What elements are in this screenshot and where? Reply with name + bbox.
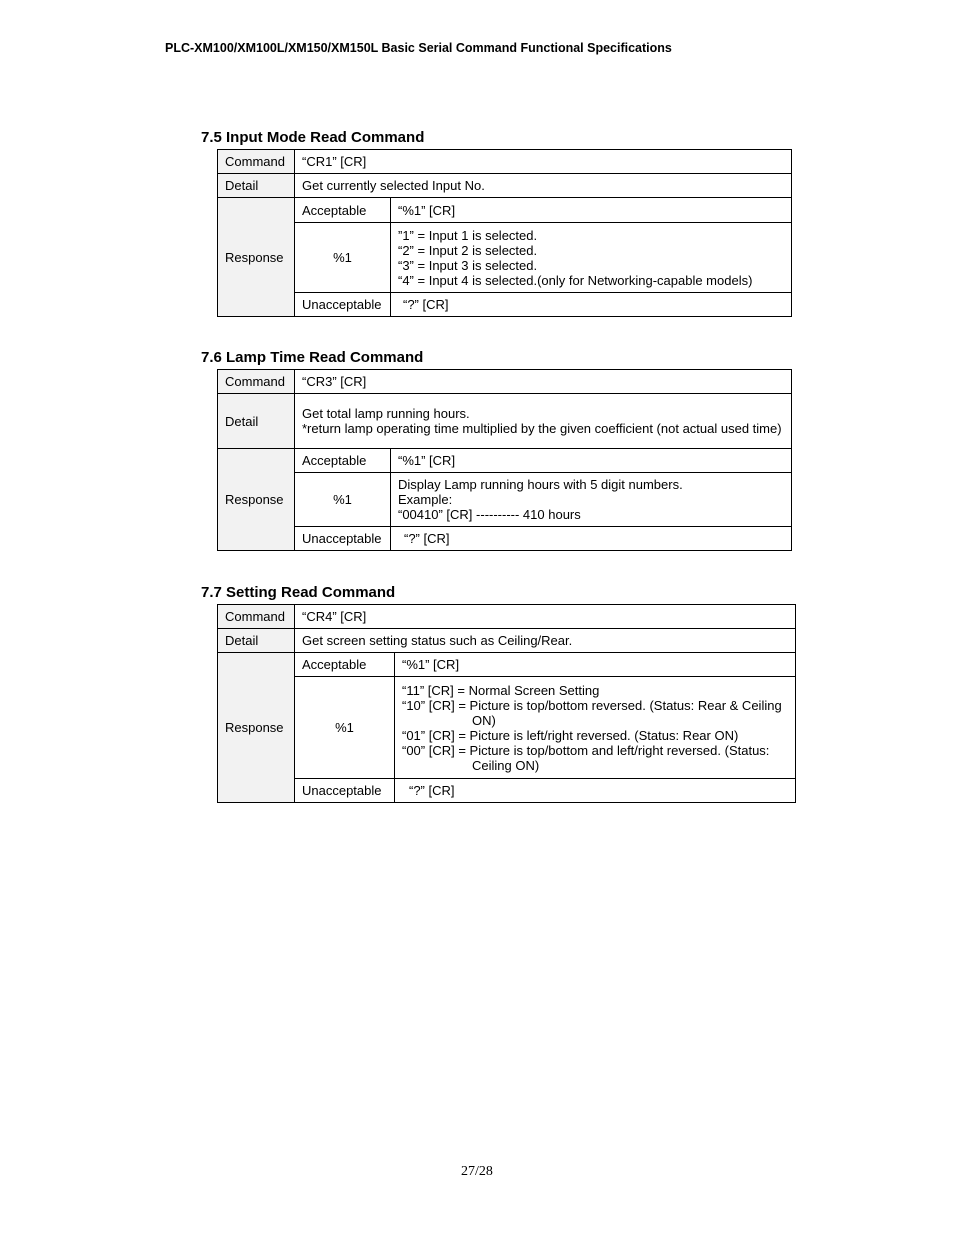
unacceptable-row (218, 779, 796, 803)
param-line: “01” [CR] = Picture is left/right reversed. (Status: Rear ON) (402, 727, 739, 743)
param-row (218, 223, 792, 293)
detail-line: Get screen setting status such as Ceiling/Rear. (302, 633, 573, 648)
param-line-continued: ON) (472, 712, 496, 728)
response-label: Response (218, 449, 295, 551)
detail-line: *return lamp operating time multiplied by the given coefficient (not actual used time) (302, 421, 782, 436)
param-line: “4” = Input 4 is selected.(only for Networking-capable models) (398, 272, 753, 288)
section-lamp-time-read (201, 349, 792, 551)
response-label: Response (218, 198, 295, 317)
param-row (218, 677, 796, 779)
unacceptable-label: Unacceptable (295, 293, 391, 317)
response-label: Response (218, 653, 295, 803)
param-row (218, 473, 792, 527)
acceptable-value: “%1” [CR] (395, 653, 796, 677)
acceptable-row (218, 449, 792, 473)
param-description (391, 473, 792, 527)
command-row (218, 150, 792, 174)
param-line: “10” [CR] = Picture is top/bottom reversed. (Status: Rear & Ceiling (402, 697, 782, 713)
param-line: “00410” [CR] ---------- 410 hours (398, 507, 581, 522)
page-number: 27/28 (461, 1164, 493, 1179)
command-spec-table (217, 604, 796, 803)
param-line: Display Lamp running hours with 5 digit numbers. (398, 477, 683, 492)
acceptable-label: Acceptable (295, 653, 395, 677)
detail-value (295, 629, 796, 653)
unacceptable-value: “?” [CR] (395, 779, 796, 803)
detail-value (295, 174, 792, 198)
detail-line: Get total lamp running hours. (302, 406, 470, 421)
command-row (218, 605, 796, 629)
command-value: “CR3” [CR] (295, 370, 792, 394)
param-line: “11” [CR] = Normal Screen Setting (402, 682, 600, 698)
acceptable-label: Acceptable (295, 449, 391, 473)
command-spec-table (217, 149, 792, 317)
param-description (391, 223, 792, 293)
param-line: ”1” = Input 1 is selected. (398, 227, 538, 243)
section-title: 7.6 Lamp Time Read Command (201, 349, 424, 366)
acceptable-row (218, 653, 796, 677)
command-label: Command (218, 605, 295, 629)
detail-line: Get currently selected Input No. (302, 178, 485, 193)
section-setting-read (201, 584, 796, 803)
unacceptable-label: Unacceptable (295, 527, 391, 551)
unacceptable-value: “?” [CR] (391, 293, 792, 317)
document-header: PLC-XM100/XM100L/XM150/XM150L Basic Serial Command Functional Specifications (165, 41, 672, 55)
command-row (218, 370, 792, 394)
detail-label: Detail (218, 394, 295, 449)
param-label: %1 (295, 223, 391, 293)
acceptable-value: “%1” [CR] (391, 198, 792, 223)
acceptable-value: “%1” [CR] (391, 449, 792, 473)
detail-row (218, 394, 792, 449)
command-value: “CR1” [CR] (295, 150, 792, 174)
section-title: 7.5 Input Mode Read Command (201, 129, 425, 146)
section-title: 7.7 Setting Read Command (201, 584, 396, 601)
detail-row (218, 629, 796, 653)
detail-label: Detail (218, 629, 295, 653)
detail-value (295, 394, 792, 449)
param-line: “2” = Input 2 is selected. (398, 242, 538, 258)
param-line-continued: Ceiling ON) (472, 757, 540, 773)
command-value: “CR4” [CR] (295, 605, 796, 629)
unacceptable-label: Unacceptable (295, 779, 395, 803)
command-label: Command (218, 150, 295, 174)
detail-row (218, 174, 792, 198)
param-line: Example: (398, 492, 453, 507)
param-description (395, 677, 796, 779)
acceptable-label: Acceptable (295, 198, 391, 223)
param-line: “3” = Input 3 is selected. (398, 257, 538, 273)
unacceptable-row (218, 293, 792, 317)
param-line: “00” [CR] = Picture is top/bottom and left/right reversed. (Status: (402, 742, 770, 758)
command-spec-table (217, 369, 792, 551)
detail-label: Detail (218, 174, 295, 198)
unacceptable-value: “?” [CR] (391, 527, 792, 551)
unacceptable-row (218, 527, 792, 551)
command-label: Command (218, 370, 295, 394)
param-label: %1 (295, 677, 395, 779)
acceptable-row (218, 198, 792, 223)
section-input-mode-read (201, 129, 792, 317)
param-label: %1 (295, 473, 391, 527)
